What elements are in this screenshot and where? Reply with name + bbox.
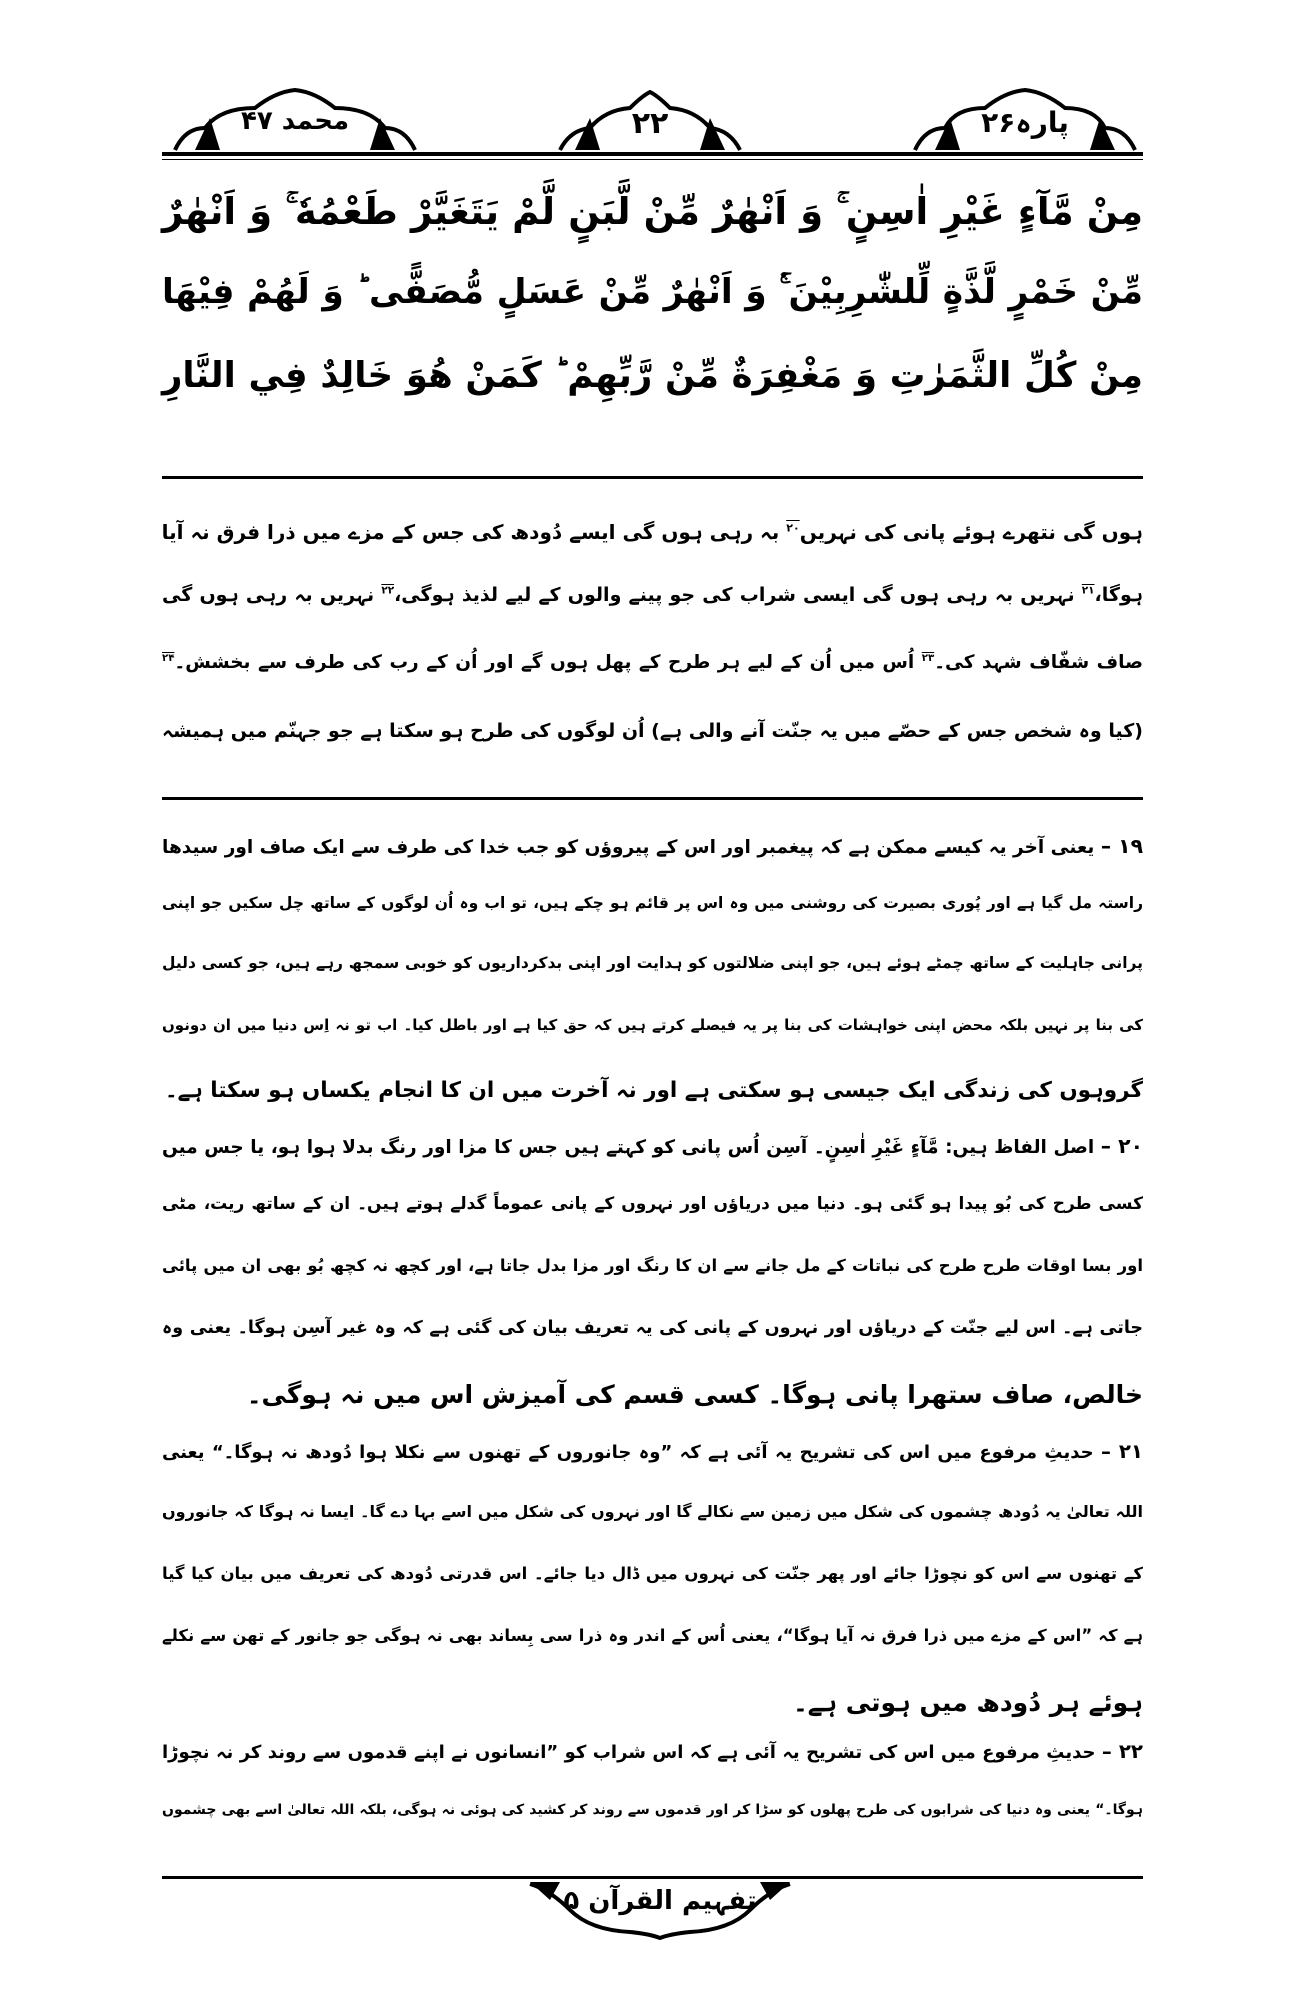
footnote-ref[interactable]: ۲۰ xyxy=(786,521,800,535)
footnote-text: ہوئے ہر دُودھ میں ہوتی ہے۔ xyxy=(793,1688,1143,1717)
footnote-text: کے تھنوں سے اس کو نچوڑا جائے اور پھر جنّت کی نہروں میں ڈال دیا جائے۔ اس قدرتی دُودھ کی تعریف میں بیان کیا گیا xyxy=(162,1564,1143,1583)
translation-line: ہوں گی نتھرے ہوئے پانی کی نہریں$^{۲۰}$ بہ رہی ہوں گی ایسے دُودھ کی جس کے مزے میں ذرا فرق نہ آیا xyxy=(161,520,1143,544)
footnote-text: خالص، صاف ستھرا پانی ہوگا۔ کسی قسم کی آمیزش اس میں نہ ہوگی۔ xyxy=(246,1380,1143,1409)
footer-ornament xyxy=(520,1880,800,1940)
footnote-line xyxy=(162,1626,1143,1670)
ayah-line: مِنْ مَّآءٍ غَيْرِ اٰسِنٍ ۚ وَ اَنْهٰرٌ مِّنْ لَّبَنٍ لَّمْ يَتَغَيَّرْ طَعْمُهٗ ۚ وَ اَنْهٰرٌ xyxy=(162,190,1143,233)
footnote-ref[interactable]: ۲۱ xyxy=(1081,584,1095,597)
footnote-number: ۲۰ – xyxy=(1100,1134,1143,1158)
footnote-text: ہوگا۔“ یعنی وہ دنیا کی شرابوں کی طرح پھلوں کو سڑا کر اور قدموں سے روند کر کشید کی ہوئی نہ ہوگی، بلکہ اللہ تعالیٰ اسے بھی چشموں xyxy=(162,1802,1143,1818)
header-rule xyxy=(162,152,1143,156)
footnote-text: کسی طرح کی بُو پیدا ہو گئی ہو۔ دنیا میں دریاؤں اور نہروں کے پانی عموماً گدلے ہوتے ہیں۔ ان کے ساتھ ریت، مٹی xyxy=(162,1194,1143,1214)
footnote-ref[interactable]: ۲۳ xyxy=(921,652,935,664)
footnote-text: اور بسا اوقات طرح طرح کی نباتات کے مل جانے سے ان کا رنگ اور مزا بدل جاتا ہے، اور کچھ نہ کچھ بُو بھی ان میں پائی xyxy=(162,1256,1143,1275)
footnote-text: پرانی جاہلیت کے ساتھ چمٹے ہوئے ہیں، جو اپنی ضلالتوں کو ہدایت اور اپنی بدکرداریوں کو خوبی سمجھ رہے ہیں، جو کسی دلیل xyxy=(162,954,1143,972)
para-label: پارہ۲۶ xyxy=(981,106,1069,139)
footnote-line xyxy=(162,1078,1143,1122)
footnote-text: گروہوں کی زندگی ایک جیسی ہو سکتی ہے اور نہ آخرت میں ان کا انجام یکساں ہو سکتا ہے۔ xyxy=(165,1078,1143,1103)
footnote-number: ۲۱ – xyxy=(1100,1440,1144,1463)
footnote-text: اصل الفاظ ہیں: مَّآءٍ غَيْرِ اٰسِنٍ۔ آسِن اُس پانی کو کہتے ہیں جس کا مزا اور رنگ بدلا ہوا ہو، یا جس میں xyxy=(162,1137,1095,1158)
footnote-text: یعنی آخر یہ کیسے ممکن ہے کہ پیغمبر اور اس کے پیروؤں کو جب خدا کی طرف سے ایک صاف اور سیدھا xyxy=(162,837,1095,858)
header-para-ornament xyxy=(905,88,1145,154)
footer-book-title: تفہیم القرآن ۵ xyxy=(563,1886,757,1916)
footnote-text: حدیثِ مرفوع میں اس کی تشریح یہ آئی ہے کہ اس شراب کو ”انسانوں نے اپنے قدموں سے روند کر نہ نچوڑا xyxy=(162,1742,1096,1763)
footer-rule xyxy=(162,1876,1143,1879)
ayah-line: مِّنْ خَمْرٍ لَّذَّةٍ لِّلشّٰرِبِيْنَ ۚ۬ وَ اَنْهٰرٌ مِّنْ عَسَلٍ مُّصَفًّى ؕ وَ لَهُمْ فِيْهَا xyxy=(162,272,1143,312)
header-page-ornament xyxy=(550,90,750,154)
translation-line: صاف شفّاف شہد کی۔$^{۲۳}$ اُس میں اُن کے لیے ہر طرح کے پھل ہوں گے اور اُن کے رب کی طرف سے بخشش۔$^{۲۴}$ xyxy=(162,652,1143,673)
footnote-line xyxy=(162,1502,1143,1546)
header-surah-ornament xyxy=(165,88,425,154)
page-number: ۲۲ xyxy=(631,106,669,141)
footnote-line xyxy=(162,1688,1143,1732)
footnote-line xyxy=(162,1802,1143,1846)
footnote-line xyxy=(162,1256,1143,1300)
translation-line: ہوگا،$^{۲۱}$ نہریں بہ رہی ہوں گی ایسی شراب کی جو پینے والوں کے لیے لذیذ ہوگی،$^{۲۲}$ نہریں بہ رہی ہوں گی xyxy=(162,584,1143,606)
footnote-text: جاتی ہے۔ اس لیے جنّت کے دریاؤں اور نہروں کے پانی کی یہ تعریف بیان کی گئی ہے کہ وہ غیر آسِن ہوگا۔ یعنی وہ xyxy=(162,1318,1143,1338)
ayah-line: مِنْ كُلِّ الثَّمَرٰتِ وَ مَغْفِرَةٌ مِّنْ رَّبِّهِمْ ؕ كَمَنْ هُوَ خَالِدٌ فِي النَّارِ xyxy=(162,355,1143,396)
footnote-text: اللہ تعالیٰ یہ دُودھ چشموں کی شکل میں زمین سے نکالے گا اور نہروں کی شکل میں اسے بہا دے گا۔ ایسا نہ ہوگا کہ جانوروں xyxy=(162,1502,1143,1521)
footnote-line xyxy=(162,1440,1143,1484)
translation-line: (کیا وہ شخص جس کے حصّے میں یہ جنّت آنے والی ہے) اُن لوگوں کی طرح ہو سکتا ہے جو جہنّم میں ہمیشہ xyxy=(162,720,1143,742)
footnote-line xyxy=(162,1194,1143,1238)
footnote-line xyxy=(162,834,1143,878)
header-rule-thin xyxy=(162,159,1143,160)
footnote-line xyxy=(162,1016,1143,1060)
footnote-text: ہے کہ ”اس کے مزے میں ذرا فرق نہ آیا ہوگا“، یعنی اُس کے اندر وہ ذرا سی بِساند بھی نہ ہوگی جو جانور کے تھن سے نکلے xyxy=(162,1626,1143,1645)
footnote-line xyxy=(162,1564,1143,1608)
footnote-text: راستہ مل گیا ہے اور پُوری بصیرت کی روشنی میں وہ اس پر قائم ہو چکے ہیں، تو اب وہ اُن لوگوں کے ساتھ چل سکیں جو اپنی xyxy=(162,894,1143,912)
footnote-line xyxy=(162,1318,1143,1362)
translation-rule xyxy=(162,797,1143,800)
verse-rule xyxy=(162,476,1143,479)
surah-label: محمد ۴۷ xyxy=(240,106,350,136)
footnote-ref[interactable]: ۲۴ xyxy=(162,652,175,664)
footnote-number: ۲۲ – xyxy=(1101,1740,1143,1763)
footnote-line xyxy=(162,1380,1143,1424)
footnote-text: کی بنا پر نہیں بلکہ محض اپنی خواہشات کی بنا پر یہ فیصلے کرتے ہیں کہ حق کیا ہے اور باطل کیا۔ اب تو نہ اِس دنیا میں ان دونوں xyxy=(162,1016,1143,1034)
footnote-line xyxy=(162,894,1143,938)
footnote-line xyxy=(162,1134,1143,1178)
footnote-number: ۱۹ – xyxy=(1100,834,1143,858)
footnote-ref[interactable]: ۲۲ xyxy=(381,584,395,597)
footnote-line xyxy=(162,1740,1143,1784)
footnote-line xyxy=(162,954,1143,998)
footnote-text: حدیثِ مرفوع میں اس کی تشریح یہ آئی ہے کہ ”وہ جانوروں کے تھنوں سے نکلا ہوا دُودھ نہ ہوگا۔“ یعنی xyxy=(162,1442,1094,1463)
